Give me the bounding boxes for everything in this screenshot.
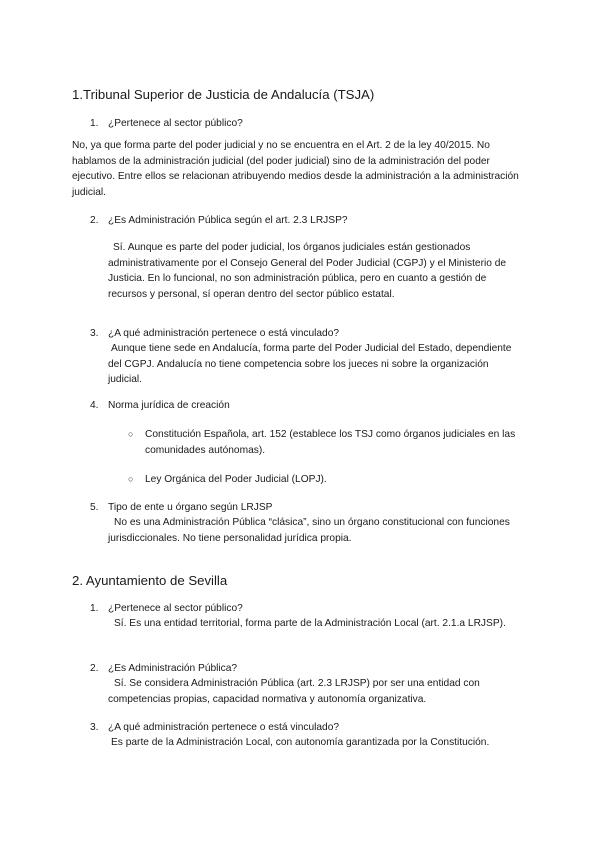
s1-q5-number: 5. bbox=[90, 502, 99, 513]
s1-q3-number: 3. bbox=[90, 328, 99, 339]
s1-q1-question: ¿Pertenece al sector público? bbox=[108, 118, 243, 129]
s2-q1-question: ¿Pertenece al sector público? bbox=[108, 603, 243, 614]
s1-q4-bullet-2: Ley Orgánica del Poder Judicial (LOPJ). bbox=[145, 474, 327, 485]
s2-q1-answer: Sí. Es una entidad territorial, forma parte de la Administración Local (art. 2.1.a LRJSP). bbox=[114, 618, 506, 629]
s2-q3-question: ¿A qué administración pertenece o está vinculado? bbox=[108, 722, 340, 733]
s1-q5-question: Tipo de ente u órgano según LRJSP bbox=[108, 502, 273, 513]
section1-heading: 1.Tribunal Superior de Justicia de Andalucía (TSJA) bbox=[72, 87, 375, 102]
s1-q5-answer: No es una Administración Pública “clásica”, sino un órgano constitucional con funciones jurisdiccionales. No tiene personalidad jurídica propia. bbox=[108, 517, 510, 544]
bullet-circle-icon: ○ bbox=[128, 429, 134, 439]
s1-q4-number: 4. bbox=[90, 400, 99, 411]
s1-q3-answer: Aunque tiene sede en Andalucía, forma parte del Poder Judicial del Estado, dependiente del CGPJ. Andalucía no tiene competencia sobre los jueces ni sobre la organización judicial. bbox=[108, 343, 512, 386]
s2-q3-number: 3. bbox=[90, 722, 99, 733]
s2-q2-answer: Sí. Se considera Administración Pública (art. 2.3 LRJSP) por ser una entidad con competencias propias, capacidad normativa y autonomía organizativa. bbox=[108, 678, 480, 705]
s1-q1-number: 1. bbox=[90, 118, 99, 129]
s1-q2-number: 2. bbox=[90, 215, 99, 226]
section2-heading: 2. Ayuntamiento de Sevilla bbox=[72, 573, 228, 588]
s1-q4-question: Norma jurídica de creación bbox=[108, 400, 230, 411]
s1-q2-answer: Sí. Aunque es parte del poder judicial, los órganos judiciales están gestionados administrativamente por el Consejo General del Poder Judicial (CGPJ) y el Ministerio de Justicia. En lo funcional, no son administración pública, pero en cuanto a gestión de recursos y personal, sí operan dentro del sector público estatal. bbox=[108, 242, 507, 300]
s1-q4-bullet-1: Constitución Española, art. 152 (establece los TSJ como órganos judiciales en las comunidades autónomas). bbox=[145, 429, 516, 456]
s2-q3-answer: Es parte de la Administración Local, con autonomía garantizada por la Constitución. bbox=[111, 737, 490, 748]
s2-q2-question: ¿Es Administración Pública? bbox=[108, 663, 238, 674]
bullet-circle-icon: ○ bbox=[128, 474, 134, 484]
s1-q3-question: ¿A qué administración pertenece o está vinculado? bbox=[108, 328, 340, 339]
s2-q2-number: 2. bbox=[90, 663, 99, 674]
s1-q1-answer: No, ya que forma parte del poder judicial y no se encuentra en el Art. 2 de la ley 40/2015. No hablamos de la administración judicial (del poder judicial) sino de la administración del poder ejecutivo. Entre ellos se relacionan atribuyendo medios desde la administración a la administración judicial. bbox=[72, 140, 519, 198]
s1-q2-question: ¿Es Administración Pública según el art. 2.3 LRJSP? bbox=[108, 215, 348, 226]
s2-q1-number: 1. bbox=[90, 603, 99, 614]
